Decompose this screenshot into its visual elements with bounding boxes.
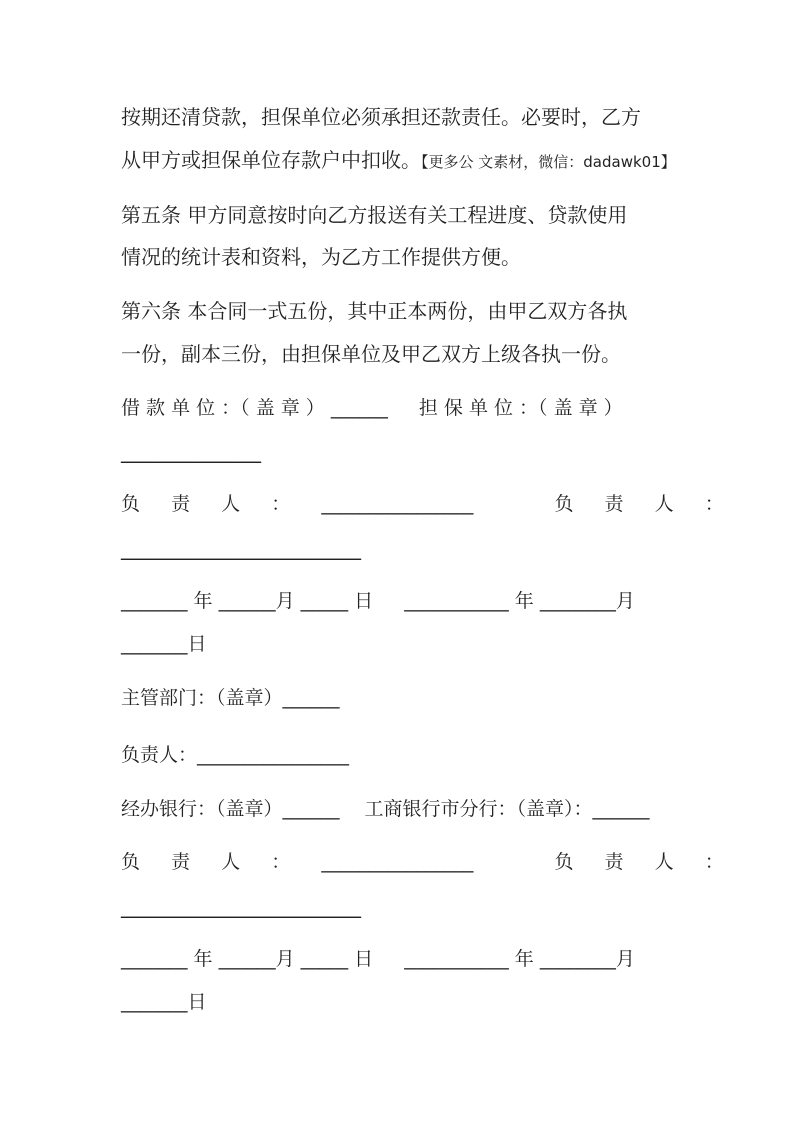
responsible-person-line: 负 责 人 ： ________________ 负 责 人 ： bbox=[121, 851, 724, 873]
date-line: _______ 年 ______月 _____ 日 ___________ 年 ________月 bbox=[121, 590, 635, 612]
date-line: _______日 bbox=[121, 991, 207, 1013]
article-six-line: 一份，副本三份，由担保单位及甲乙双方上级各执一份。 bbox=[121, 342, 621, 366]
signature-blank: ________________________ bbox=[121, 536, 361, 560]
responsible-person-line: 负 责 人 ： ________________ 负 责 人 ： bbox=[121, 493, 724, 515]
responsible-person-line: 负责人：________________ bbox=[121, 744, 350, 766]
article-five-line: 情况的统计表和资料，为乙方工作提供方便。 bbox=[121, 245, 521, 269]
article-five-line: 第五条 甲方同意按时向乙方报送有关工程进度、贷款使用 bbox=[121, 203, 628, 227]
body-text-segment: 从甲方或担保单位存款户中扣收。 bbox=[121, 148, 421, 172]
body-text-line bbox=[121, 146, 676, 176]
date-line: _______日 bbox=[121, 633, 207, 655]
date-line: _______ 年 ______月 _____ 日 ___________ 年 ________月 bbox=[121, 948, 635, 970]
signature-blank: ______________ bbox=[121, 439, 261, 463]
promo-note: 【更多公 文素材，微信：dadawk01】 bbox=[421, 153, 676, 171]
signature-blank: ________________________ bbox=[121, 894, 361, 918]
bank-seal-line: 经办银行：（盖章）______ 工商银行市分行：（盖章）：______ bbox=[121, 798, 650, 820]
borrower-guarantor-seal-line: 借 款 单 位 ：（ 盖 章 ） ______ 担 保 单 位 ：（ 盖 章 ） bbox=[121, 397, 623, 419]
body-text-line: 按期还清贷款，担保单位必须承担还款责任。必要时，乙方 bbox=[121, 105, 641, 129]
article-six-line: 第六条 本合同一式五份，其中正本两份，由甲乙双方各执 bbox=[121, 299, 628, 323]
supervising-dept-line: 主管部门：（盖章）______ bbox=[121, 687, 340, 709]
